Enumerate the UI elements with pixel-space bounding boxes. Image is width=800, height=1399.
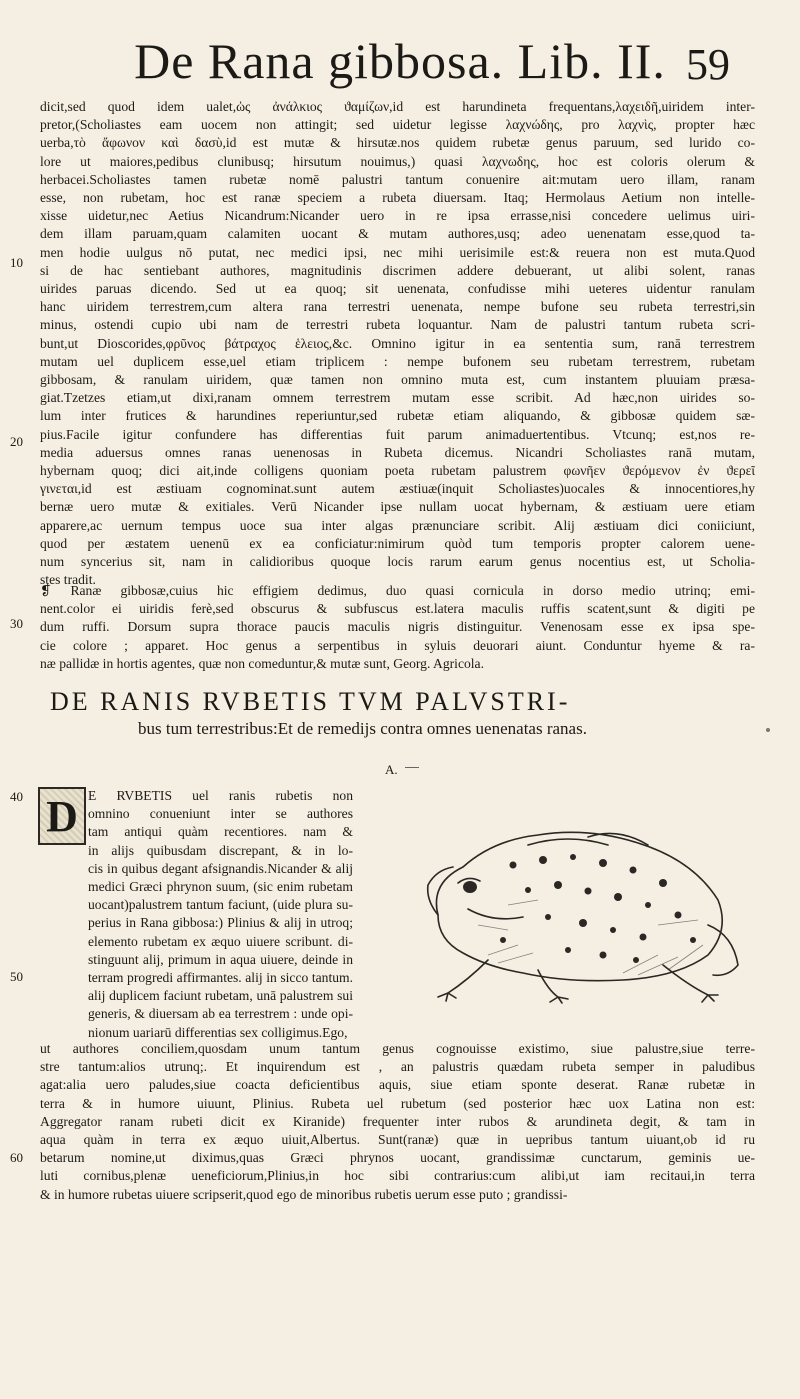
text-line: nent.color ei uiridis ferè,sed obscurus & subfuscus est.latera maculis ruffis scatent,sunt & digiti pe <box>40 601 755 617</box>
text-line: dem illam paruam,quam calamiten uocant & mutam authores,usq; adeo uenenatam esse,quod ta- <box>40 226 755 242</box>
text-line: stre tantum:alios utrunq;. Et inquirendum est , an palustris quædam rubeta semper in paludibus <box>40 1059 755 1075</box>
text-line: terra & in humore uiuunt, Plinius. Rubeta uel rubetum (sed posterior hæc uox Latina non est: <box>40 1095 755 1111</box>
margin-line-number: 30 <box>10 616 23 631</box>
text-line: γινεται,id est æstiuam cognominat.sunt autem æstiuæ(inquit Scholiastes)uocales & innocentiores,hy <box>40 481 755 497</box>
running-title: De Rana gibbosa. Lib. II. <box>134 33 666 89</box>
text-line: herbacei.Scholiastes tamen rubetæ nomē palustri tantum conuenire ait:mutam uero illam, ranam <box>40 171 755 187</box>
text-line: ❡ Ranæ gibbosæ,cuius hic effigiem dedimus, duo quasi cornicula in dorso medio utrinq; emi- <box>40 583 755 598</box>
text-line: cis in quibus degant afsignandis.Nicander & alij <box>88 860 353 876</box>
text-line: bernæ uero mutæ & exitiales. Verū Nicander ipse nullam uocat hybernam, & æstiuam uere etiam <box>40 499 755 515</box>
text-line: hybernam quoq; dici ait,inde colligens quoniam poeta rubetam palustrem φωνῆεν ϑερόμενον ἐν ϑερεῖ <box>40 463 755 478</box>
section-letter: A. <box>385 762 398 777</box>
text-line: hanc uiridem terrestrem,cum altera rana terrestri uenenata, nempe bufone seu rubeta terrestri,sin <box>40 299 755 315</box>
text-line: uirides paruas dicendo. Sed ut ea quoq; sit uenenata, confudisse mihi ueteres uidentur ranulam <box>40 281 755 296</box>
text-line: alij duplicem faciunt rubetam, unā palustrem sui <box>88 988 353 1004</box>
page-number: 59 <box>686 40 730 89</box>
page-header <box>0 30 800 92</box>
text-line: ut authores conciliem,quosdam unum tantum genus cognouisse existimo, siue palustre,siue terre- <box>40 1041 755 1056</box>
text-line: media aduersus omnes ranas uenenosas in Rubeta dicemus. Nicandri Scholiastes ranā mutam, <box>40 444 755 460</box>
margin-mark <box>766 728 770 732</box>
text-line: esse, non rubetam, hoc est ranæ speciem a rubeta diuersam. Itaq; Hermolaus Aetium non intelle- <box>40 190 755 205</box>
text-line: generis, & diuersam ab ea terrestrem : unde opi- <box>88 1006 353 1022</box>
margin-line-number: 60 <box>10 1150 23 1165</box>
text-line: uocant)palustrem tantum faciunt, (uide plura su- <box>88 897 353 913</box>
text-line: perius in Rana gibbosa:) Plinius & alij in utroq; <box>88 915 353 931</box>
text-line: lum inter frutices & harundines reperiuntur,sed rubetæ etiam aliquando, & gibbosæ quidem sæ- <box>40 408 755 424</box>
text-line: & in humore rubetas uiuere scripserit,quod ego de minoribus rubetis uerum esse puto ; grandissi- <box>40 1186 568 1202</box>
text-line: minus, ostendi cupio ubi nam de terrestri rubeta loquantur. Nam de palustri tantum rubeta scri- <box>40 317 755 333</box>
text-line: pretor,(Scholiastes eam uocem non attingit; sed uidetur legisse λαχνώδης, pro λαχνὶς, propter hæc <box>40 117 755 133</box>
text-line: nionum uariarū differentias sex colligimus.Ego, <box>88 1024 348 1040</box>
section-dash <box>405 767 419 768</box>
text-line: dicit,sed quod idem ualet,ὡς ἀνάλκιος ϑαμίζων,id est harundineta frequentans,λαχειδῆ,uiridem inter- <box>40 99 755 114</box>
text-line: in alijs quibusdam discrepant, & in lo- <box>88 842 353 858</box>
text-line: quod per æstatem uenenū ex ea conficiatur:nimirum quòd tum temporis propter calorem uene- <box>40 535 755 551</box>
text-line: næ pallidæ in hortis agentes, quæ non comeduntur,& mutæ sunt, Georg. Agricola. <box>40 655 484 671</box>
text-line: lore ut maiores,pedibus clunibusq; hirsutum nouimus,) quasi λαχνωδης, hoc est coloris olerum & <box>40 153 755 169</box>
text-line: apparere,ac uernum tempus uoce sua inter algas prænunciare scribit. Alij æstiuam dici coniiciunt, <box>40 517 755 533</box>
text-line: stes tradit. <box>40 572 96 588</box>
text-line: uerba,τὸ ἄφωνον καὶ δασὺ,id est mutæ & hirsutæ.nos quidem rubetæ genus paruum, sed lurido co- <box>40 135 755 151</box>
text-line: terram progredi affirmantes. alij in sicco tantum. <box>88 970 353 985</box>
text-line: cie colore ; apparet. Hoc genus a serpentibus in syluis deuorari aiunt. Conduntur hyeme & ra- <box>40 637 755 653</box>
text-line: tam antiqui quàm recentiores. nam & <box>88 824 353 840</box>
text-line: E RVBETIS uel ranis rubetis non <box>88 788 353 803</box>
toad-woodcut-illustration <box>408 805 748 1005</box>
text-line: omnino conueniunt inter se authores <box>88 806 353 822</box>
text-line: bunt,ut Dioscorides,φρῦνος βάτραχος ἑλειος,&c. Omnino igitur in ea sententia sum, ranā terrestrem <box>40 335 755 351</box>
margin-line-number: 20 <box>10 434 23 449</box>
text-line: gibbosam, & ranulam uiridem, quæ tamen non omnino muta est, cum instantem pluuiam præsa- <box>40 372 755 387</box>
text-line: giat.Tzetzes etiam,ut dixi,ranam omnem terrestrem mutam esse scribit. Ad hæc,non uirides so- <box>40 390 755 406</box>
text-line: stinguunt alij, primum in aqua uiuere, deinde in <box>88 951 353 967</box>
margin-line-number: 10 <box>10 255 23 270</box>
text-line: pius.Facile igitur confundere has differentias fuit parum animaduertentibus. Vtcunq; est,nos re- <box>40 426 755 442</box>
text-line: luti cornibus,plenæ ueneficiorum,Plinius,in hoc sibi contrarius:cum alibi,ut iam recitaui,in terra <box>40 1168 755 1184</box>
text-line: medici Græci phrynon suum, (sic enim rubetam <box>88 879 353 894</box>
text-line: agat:alia uero paludes,siue coacta deficientibus aquis, siue etiam sponte deserat. Ranæ rubetæ in <box>40 1077 755 1093</box>
section-title-continuation: bus tum terrestribus:Et de remedijs contra omnes uenenatas ranas. <box>138 719 587 738</box>
text-line: aqua quàm in terra ex æquo uiuit,Albertus. Sunt(ranæ) quæ in uepribus tantum uiuant,ob id ru <box>40 1132 755 1147</box>
text-line: mutam uel duplicem esse,uel etiam triplicem : nempe bufonem seu rubetam terrestrem, rubetam <box>40 353 755 369</box>
text-line: betarum nomine,ut diximus,quas Græci phrynos uocant, grandissimæ cunctarum, geminis ue- <box>40 1150 755 1166</box>
text-line: men hodie uulgus nō putat, nec medici ipsi, nec mihi uerisimile est:& reuera non est muta.Quod <box>40 244 755 260</box>
text-line: elemento rubetam ex æquo uiuere scribunt. di- <box>88 933 353 949</box>
margin-line-number: 50 <box>10 969 23 984</box>
margin-line-number: 40 <box>10 789 23 804</box>
section-title: DE RANIS RVBETIS TVM PALVSTRI- <box>50 687 571 716</box>
text-line: Aggregator ranam rubeti dicit ex Kiranide) frequenter inter rubos & arundineta degit, & tam in <box>40 1113 755 1129</box>
text-line: num syncerius sit, nam in calidioribus quoque locis rarum earum genus nocentius est, ut Scholia- <box>40 554 755 569</box>
text-line: xisse uidetur,nec Aetius Nicandrum:Nicander uero in re ipsa errasse,nisi concedere uelimus uiri- <box>40 208 755 224</box>
text-line: dum ruffi. Dorsum supra thorace paucis maculis nigris distinguitur. Venenosam esse ex ipsa spe- <box>40 619 755 635</box>
text-line: si de hac sentiebant authores, magnitudinis discrimen addere debuerant, ut alibi solent, ranas <box>40 262 755 278</box>
drop-cap-initial: D <box>38 787 86 845</box>
